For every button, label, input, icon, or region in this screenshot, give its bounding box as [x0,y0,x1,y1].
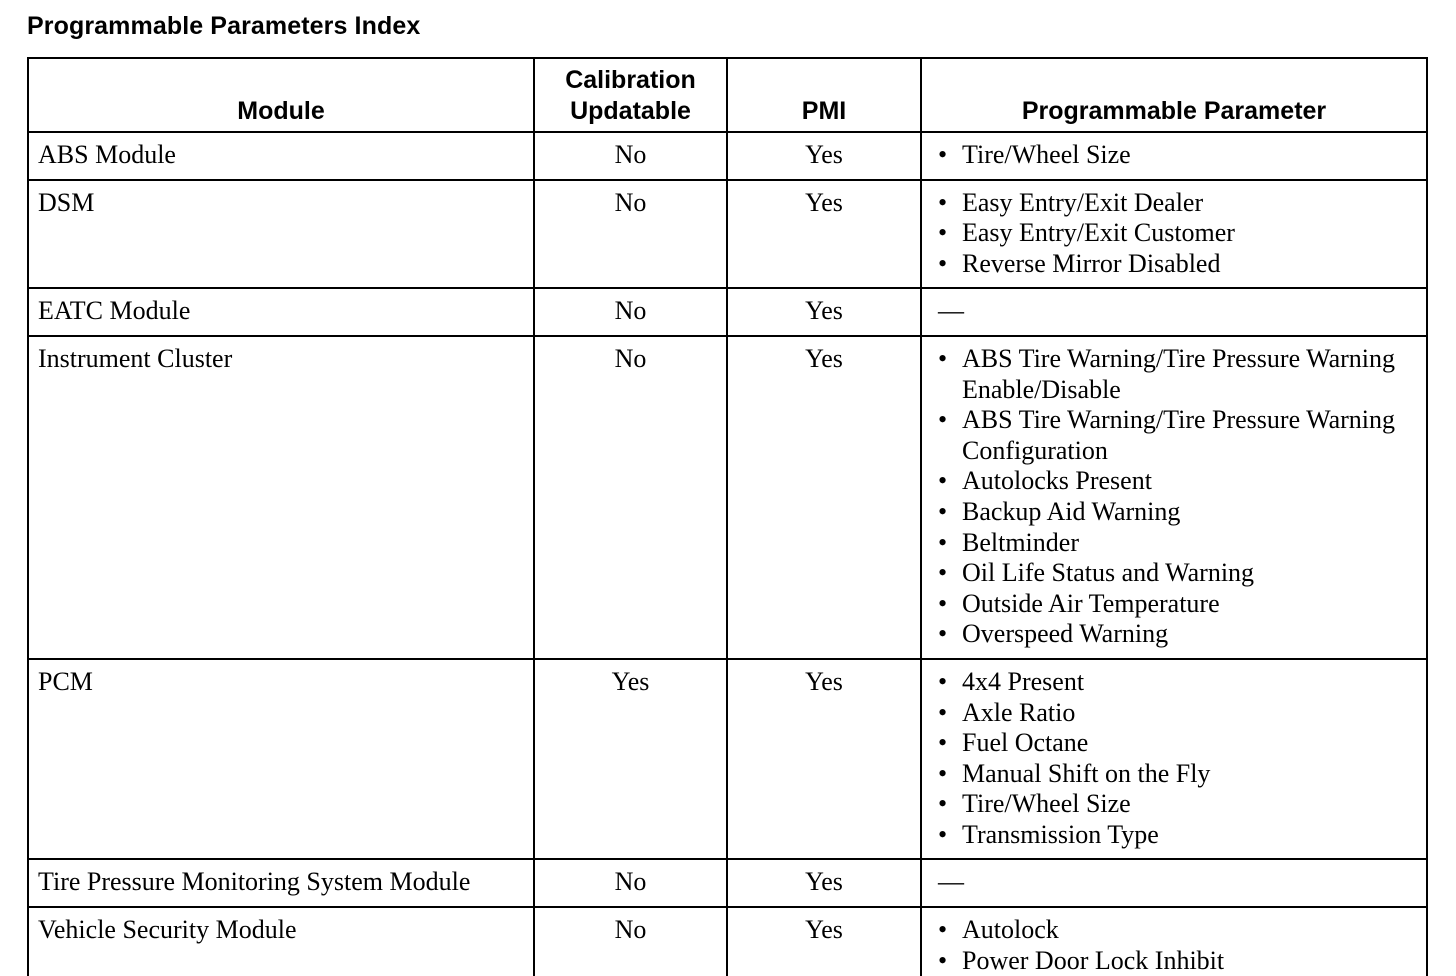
calibration-cell: No [534,336,727,659]
parameter-cell [921,659,1427,860]
parameter-item: • Manual Shift on the Fly [938,759,1418,790]
parameter-cell [921,180,1427,289]
parameter-item: • Tire/Wheel Size [938,140,1418,171]
parameter-list [938,667,1418,851]
parameter-item: • Axle Ratio [938,698,1418,729]
no-parameters-dash: — [938,867,964,897]
table-row [28,288,1427,336]
calibration-cell: No [534,288,727,336]
parameter-item: • Fuel Octane [938,728,1418,759]
parameter-item: • Overspeed Warning [938,619,1418,650]
parameter-list [938,344,1418,650]
parameter-item: • Tire/Wheel Size [938,789,1418,820]
pmi-cell: Yes [727,907,921,976]
header-calibration-updatable [534,58,727,132]
calibration-cell: Yes [534,659,727,860]
parameter-item: • Autolock [938,915,1418,946]
pmi-cell: Yes [727,132,921,180]
module-cell: PCM [28,659,534,860]
header-row [28,58,1427,132]
parameter-item: • Reverse Mirror Disabled [938,249,1418,280]
table-row [28,132,1427,180]
parameter-item: • Easy Entry/Exit Customer [938,218,1418,249]
parameter-cell [921,907,1427,976]
parameter-item: • Easy Entry/Exit Dealer [938,188,1418,219]
parameter-list [938,188,1418,280]
parameter-list [938,140,1418,171]
document-title: Programmable Parameters Index [27,12,421,40]
module-cell: DSM [28,180,534,289]
parameter-item: • Transmission Type [938,820,1418,851]
table-row [28,859,1427,907]
table-row [28,907,1427,976]
parameter-cell [921,132,1427,180]
header-module: Module [28,58,534,132]
table-row [28,336,1427,659]
module-cell: ABS Module [28,132,534,180]
pmi-cell: Yes [727,859,921,907]
parameter-item: • Beltminder [938,528,1418,559]
header-programmable-parameter: Programmable Parameter [921,58,1427,132]
parameter-item: • Power Door Lock Inhibit [938,946,1418,976]
calibration-cell: No [534,859,727,907]
calibration-cell: No [534,907,727,976]
parameter-cell [921,859,1427,907]
table-row [28,659,1427,860]
header-calibration-line1: Calibration [565,66,696,94]
module-cell: Vehicle Security Module [28,907,534,976]
calibration-cell: No [534,132,727,180]
module-cell: Instrument Cluster [28,336,534,659]
table-header [28,58,1427,132]
table-body [28,132,1427,976]
parameter-list [938,915,1418,976]
pmi-cell: Yes [727,180,921,289]
parameter-cell [921,288,1427,336]
module-cell: Tire Pressure Monitoring System Module [28,859,534,907]
parameter-item: • Oil Life Status and Warning [938,558,1418,589]
parameter-cell [921,336,1427,659]
header-calibration-line2: Updatable [570,97,691,125]
module-cell: EATC Module [28,288,534,336]
parameter-item: • ABS Tire Warning/Tire Pressure Warning Enable/Disable [938,344,1418,405]
no-parameters-dash: — [938,296,964,326]
parameter-item: • Autolocks Present [938,466,1418,497]
parameter-item: • ABS Tire Warning/Tire Pressure Warning Configuration [938,405,1418,466]
header-pmi: PMI [727,58,921,132]
pmi-cell: Yes [727,336,921,659]
pmi-cell: Yes [727,659,921,860]
parameter-item: • Backup Aid Warning [938,497,1418,528]
pmi-cell: Yes [727,288,921,336]
calibration-cell: No [534,180,727,289]
table-row [28,180,1427,289]
parameter-item: • Outside Air Temperature [938,589,1418,620]
programmable-parameters-table [27,57,1428,976]
parameter-item: • 4x4 Present [938,667,1418,698]
